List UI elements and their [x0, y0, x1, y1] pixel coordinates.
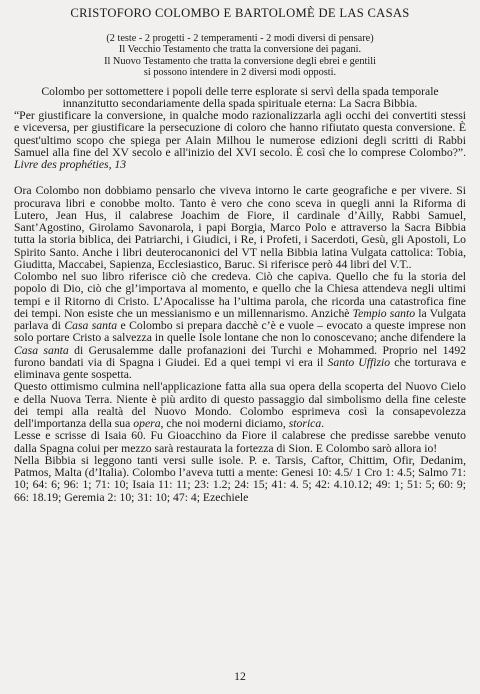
paragraph: Nella Bibbia si leggono tanti versi sulle isole. P. e. Tarsis, Caftor, Chittim, Ofir, Dedanim, Patmos, Malta (d’Italia). Colombo l’aveva tutti a mente: Genesi 10: 4.5/ 1 Cro 1: 4.5; Salmo 71: 10; 64: 6; 96: 1; 71: 10; Isaia 11: 11; 23: 1.2; 24: 15; 41: 4. 5; 42: 4.10.12; 49: 1; 51: 5; 60: 9; 66: 18.19; Geremia 2: 10; 31: 10; 47: 4; Ezechiele [14, 453, 466, 504]
paragraph: Ora Colombo non dobbiamo pensarlo che viveva intorno le carte geografiche e per vivere. Si procurava libri e conobbe molto. Tanto è vero che cono sceva in quegli anni la Riforma di Lutero, Jean Hus, il calabrese Joachim de Fiore, il cardinale d’Ailly, Rabbi Samuel, Sant’Agostino, Girolamo Savonarola, i papi Borgia, Marco Polo e attraverso la Sacra Bibbia tutta la storia biblica, dei Patriarchi, i Giudici, i Re, i Profeti, i Sacerdoti, Gesù, gli Apostoli, Lo Spirito Santo. Anche i libri deuterocanonici del VT nella Bibbia latina Vulgata cattolica: Tobia, Giuditta, Maccabei, Sapienza, Ecclesiastico, Baruc. Si riferisce però 44 libri del V.T.. [14, 184, 466, 271]
paragraph-text: e Colombo si prepara dacchè c’è e vuole – evocato a queste imprese non solo portare Cristo a salvezza in quelle Isole lontane che non lo conoscevano; anche difendere la [14, 319, 466, 345]
intro-line: Colombo per sottomettere i popoli delle terre esplorate si servì della spada temporale [41, 84, 439, 98]
paragraph-text: Questo ottimismo culmina nell'applicazione fatta alla sua opera della scoperta del Nuovo Cielo e della Nuova Terra. Niente è più ardito di questo passaggio dal simbolismo della fine celeste dei tempi alla realtà del Nuovo Mondo. Colombo esprimeva così la consapevolezza dell'importanza della sua [14, 380, 466, 431]
italic-text: opera [133, 417, 161, 431]
page-title: CRISTOFORO COLOMBO E BARTOLOMÈ DE LAS CASAS [70, 6, 410, 20]
italic-text: Tempio santo [352, 306, 416, 320]
intro-line: innanzitutto secondariamente della spada spirituale eterna: La Sacra Bibbia. [62, 96, 418, 110]
subtitle-line: Il Nuovo Testamento che tratta la conversione degli ebrei e gentili [104, 55, 376, 67]
quote-text: “Per giustificare la conversione, in qualche modo razionalizzarla agli occhi dei convertiti stessi e viceversa, per giustificare la persecuzione di coloro che hanno rifiutato questa conversione. È quest'ultimo scopo che spiega per Alain Milhou le numerose edizioni degli scritti di Rabbi Samuel alla fine del XV secolo e all'inizio del XVI secolo. È così che lo comprese Colombo?”. [14, 109, 466, 159]
italic-text: Santo Uffizio [327, 355, 391, 369]
body-text [14, 86, 466, 504]
page-number: 12 [234, 670, 246, 683]
paragraph-gap [14, 171, 466, 185]
subtitle-block [14, 33, 466, 79]
subtitle-line: (2 teste - 2 progetti - 2 temperamenti - 2 modi diversi di pensare) [106, 33, 374, 44]
paragraph [14, 271, 466, 381]
subtitle-line: si possono intendere in 2 diversi modi opposti. [143, 67, 337, 79]
paragraph-text: Colombo nel suo libro riferisce ciò che credeva. Ciò che capiva. Quello che fu la storia del popolo di Dio, ciò che gl’importava al momento, e quello che la Chiesa attendeva negli ultimi tempi e il Ritorno di Cristo. L’Apocalisse ha l’ultima parola, che ricorda una catastrofica fine dei tempi. Non esiste che un messianismo e un millennarismo. Anzichè [14, 270, 466, 320]
paragraph [14, 381, 466, 430]
paragraph: Lesse e scrisse di Isaia 60. Fu Gioacchino da Fiore il calabrese che predisse sarebbe venuto dalla Spagna colui per mezzo sarà restaurata la fortezza di Sion. E Colombo sarò allora io! [14, 429, 466, 455]
italic-text: storica [288, 417, 322, 431]
paragraph-text: la Vulgata parlava di [14, 306, 466, 333]
paragraph-text: . [321, 417, 325, 431]
paragraph-text: che torturava e eliminava gente sospetta. [14, 355, 467, 382]
paragraph-text: , che noi moderni diciamo, [160, 417, 289, 431]
italic-text: Casa santa [14, 343, 69, 357]
quote-paragraph [14, 110, 466, 171]
subtitle-line: Il Vecchio Testamento che tratta la conversione dei pagani. [118, 44, 362, 56]
quote-source: Livre des prophéties, 13 [14, 158, 127, 172]
paragraph-text: di Gerusalemme dalle profanazioni dei Turchi e Mohammed. Proprio nel 1492 furono bandati via di Spagna i Giudei. Ed a quei tempi vi era il [14, 343, 467, 369]
italic-text: Casa santa [64, 319, 118, 333]
